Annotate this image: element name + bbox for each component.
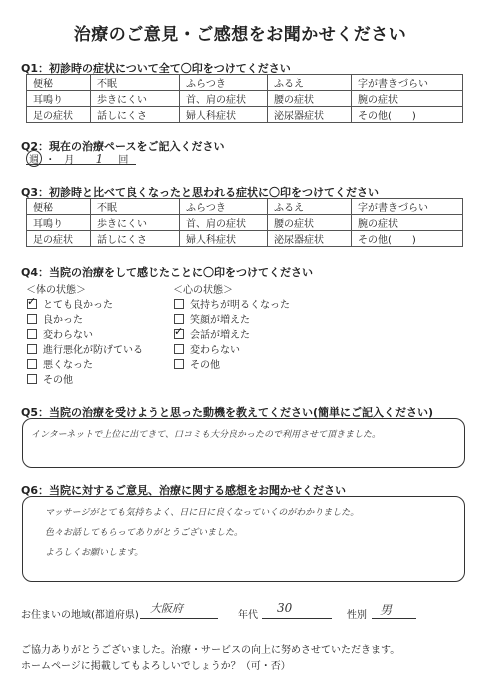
q1-option-cell[interactable]: 不眠 (91, 75, 180, 91)
q1-option-cell[interactable]: 婦人科症状 (180, 107, 268, 123)
q3-option-cell[interactable]: 婦人科症状 (180, 231, 268, 247)
q4-option-label: 会話が増えた (190, 330, 250, 341)
checkbox-icon[interactable] (174, 314, 184, 324)
age-underline[interactable] (262, 618, 332, 619)
q4-option[interactable] (27, 371, 143, 386)
q1-option-cell[interactable]: その他( ) (352, 107, 463, 123)
q3-table-row (27, 215, 463, 231)
q4-body-list (27, 296, 143, 386)
q3-option-cell[interactable]: ふらつき (180, 199, 268, 215)
q4-option[interactable] (27, 326, 143, 341)
checked-box-icon[interactable] (174, 329, 184, 339)
q1-option-cell[interactable]: 首、肩の症状 (180, 91, 268, 107)
q4-option[interactable] (174, 296, 290, 311)
q6-answer-line-3: よろしくお願いします。 (45, 548, 144, 558)
q3-symptom-table (26, 198, 463, 247)
q6-answer-line-2: 色々お話してもらってありがとうございました。 (45, 528, 244, 538)
q4-option[interactable] (174, 341, 290, 356)
q4-option-label: その他 (43, 375, 73, 386)
q1-option-cell[interactable]: 便秘 (27, 75, 91, 91)
q4-option-label: 気持ちが明るくなった (190, 300, 290, 311)
q4-option[interactable] (174, 326, 290, 341)
q1-option-cell[interactable]: 泌尿器症状 (268, 107, 352, 123)
checkbox-icon[interactable] (27, 374, 37, 384)
page-title: 治療のご意見・ご感想をお聞かせください (73, 25, 407, 45)
q3-option-cell[interactable]: ふるえ (268, 199, 352, 215)
checkbox-icon[interactable] (27, 344, 37, 354)
q1-option-cell[interactable]: ふらつき (180, 75, 268, 91)
q6-answer-box[interactable] (22, 496, 465, 582)
region-value: 大阪府 (150, 602, 183, 615)
checkbox-icon[interactable] (27, 329, 37, 339)
q2-week-circled: 週 (26, 150, 42, 167)
q1-table-row (27, 75, 463, 91)
q2-heading: Q2：現在の治療ペースをご記入ください (21, 140, 225, 153)
q3-option-cell[interactable]: 足の症状 (27, 231, 91, 247)
q1-table-row (27, 91, 463, 107)
q4-option-label: 悪くなった (43, 360, 93, 371)
q1-table-row (27, 107, 463, 123)
q2-month: 月 (64, 155, 75, 166)
q4-option-label: その他 (190, 360, 220, 371)
q2-count: 1 (95, 152, 104, 166)
q5-answer-text: インターネットで上位に出てきて、口コミも大分良かったので利用させて頂きました。 (31, 430, 382, 440)
q3-option-cell[interactable]: 字が書きづらい (352, 199, 463, 215)
checkbox-icon[interactable] (174, 359, 184, 369)
q4-option[interactable] (174, 311, 290, 326)
q4-option-label: とても良かった (43, 300, 113, 311)
q4-option[interactable] (27, 296, 143, 311)
checkbox-icon[interactable] (174, 299, 184, 309)
q3-option-cell[interactable]: 話しにくさ (91, 231, 180, 247)
q6-answer-line-1: マッサージがとても気持ちよく、日に日に良くなっていくのがわかりました。 (45, 508, 360, 518)
q4-option-label: 変わらない (190, 345, 240, 356)
q4-option-label: 変わらない (43, 330, 93, 341)
region-underline[interactable] (140, 618, 218, 619)
q4-option[interactable] (27, 341, 143, 356)
q3-table-row (27, 231, 463, 247)
q1-symptom-table (26, 74, 463, 123)
q1-option-cell[interactable]: 腰の症状 (268, 91, 352, 107)
q3-option-cell[interactable]: 腕の症状 (352, 215, 463, 231)
q3-option-cell[interactable]: 便秘 (27, 199, 91, 215)
q1-heading: Q1：初診時の症状について全て〇印をつけてください (21, 62, 291, 75)
q3-option-cell[interactable]: その他( ) (352, 231, 463, 247)
checked-box-icon[interactable] (27, 299, 37, 309)
q4-option-label: 進行悪化が防げている (43, 345, 143, 356)
q1-option-cell[interactable]: 話しにくさ (91, 107, 180, 123)
q1-option-cell[interactable]: 字が書きづらい (352, 75, 463, 91)
q1-option-cell[interactable]: 足の症状 (27, 107, 91, 123)
q4-option-label: 良かった (43, 315, 83, 326)
age-label: 年代 (238, 610, 258, 621)
q6-heading: Q6：当院に対するご意見、治療に関する感想をお聞かせください (21, 484, 347, 497)
q3-option-cell[interactable]: 耳鳴り (27, 215, 91, 231)
gender-underline[interactable] (372, 618, 416, 619)
q4-body-title: ＜体の状態＞ (26, 285, 86, 296)
q3-option-cell[interactable]: 腰の症状 (268, 215, 352, 231)
q3-heading: Q3：初診時と比べて良くなったと思われる症状に〇印をつけてください (21, 186, 380, 199)
gender-label: 性別 (347, 610, 367, 621)
q4-option-label: 笑顔が増えた (190, 315, 250, 326)
age-value: 30 (277, 601, 293, 615)
q1-option-cell[interactable]: ふるえ (268, 75, 352, 91)
footer-publish-question: ホームページに掲載してもよろしいでしょうか？（可・否） (21, 661, 291, 672)
gender-value: 男 (380, 603, 393, 617)
region-label: お住まいの地域(都道府県) (21, 610, 139, 621)
q2-unit: 回 (118, 155, 129, 166)
q1-option-cell[interactable]: 腕の症状 (352, 91, 463, 107)
q1-option-cell[interactable]: 耳鳴り (27, 91, 91, 107)
checkbox-icon[interactable] (174, 344, 184, 354)
q2-separator: ・ (45, 155, 56, 166)
q4-mind-title: ＜心の状態＞ (173, 285, 233, 296)
q2-underline (26, 164, 136, 165)
q5-answer-box[interactable] (22, 418, 465, 468)
q3-option-cell[interactable]: 歩きにくい (91, 215, 180, 231)
q5-heading: Q5：当院の治療を受けようと思った動機を教えてください(簡単にご記入ください) (21, 406, 434, 419)
q4-heading: Q4：当院の治療をして感じたことに〇印をつけてください (21, 266, 314, 279)
q1-option-cell[interactable]: 歩きにくい (91, 91, 180, 107)
q4-mind-list (174, 296, 290, 371)
q4-option[interactable] (27, 356, 143, 371)
q4-option[interactable] (174, 356, 290, 371)
checkbox-icon[interactable] (27, 359, 37, 369)
q3-table-row (27, 199, 463, 215)
q2-pace-field[interactable] (26, 150, 136, 165)
q4-option[interactable] (27, 311, 143, 326)
q3-option-cell[interactable]: 不眠 (91, 199, 180, 215)
checkbox-icon[interactable] (27, 314, 37, 324)
footer-thanks: ご協力ありがとうございました。治療・サービスの向上に努めさせていただきます。 (21, 645, 401, 656)
q3-option-cell[interactable]: 泌尿器症状 (268, 231, 352, 247)
q3-option-cell[interactable]: 首、肩の症状 (180, 215, 268, 231)
